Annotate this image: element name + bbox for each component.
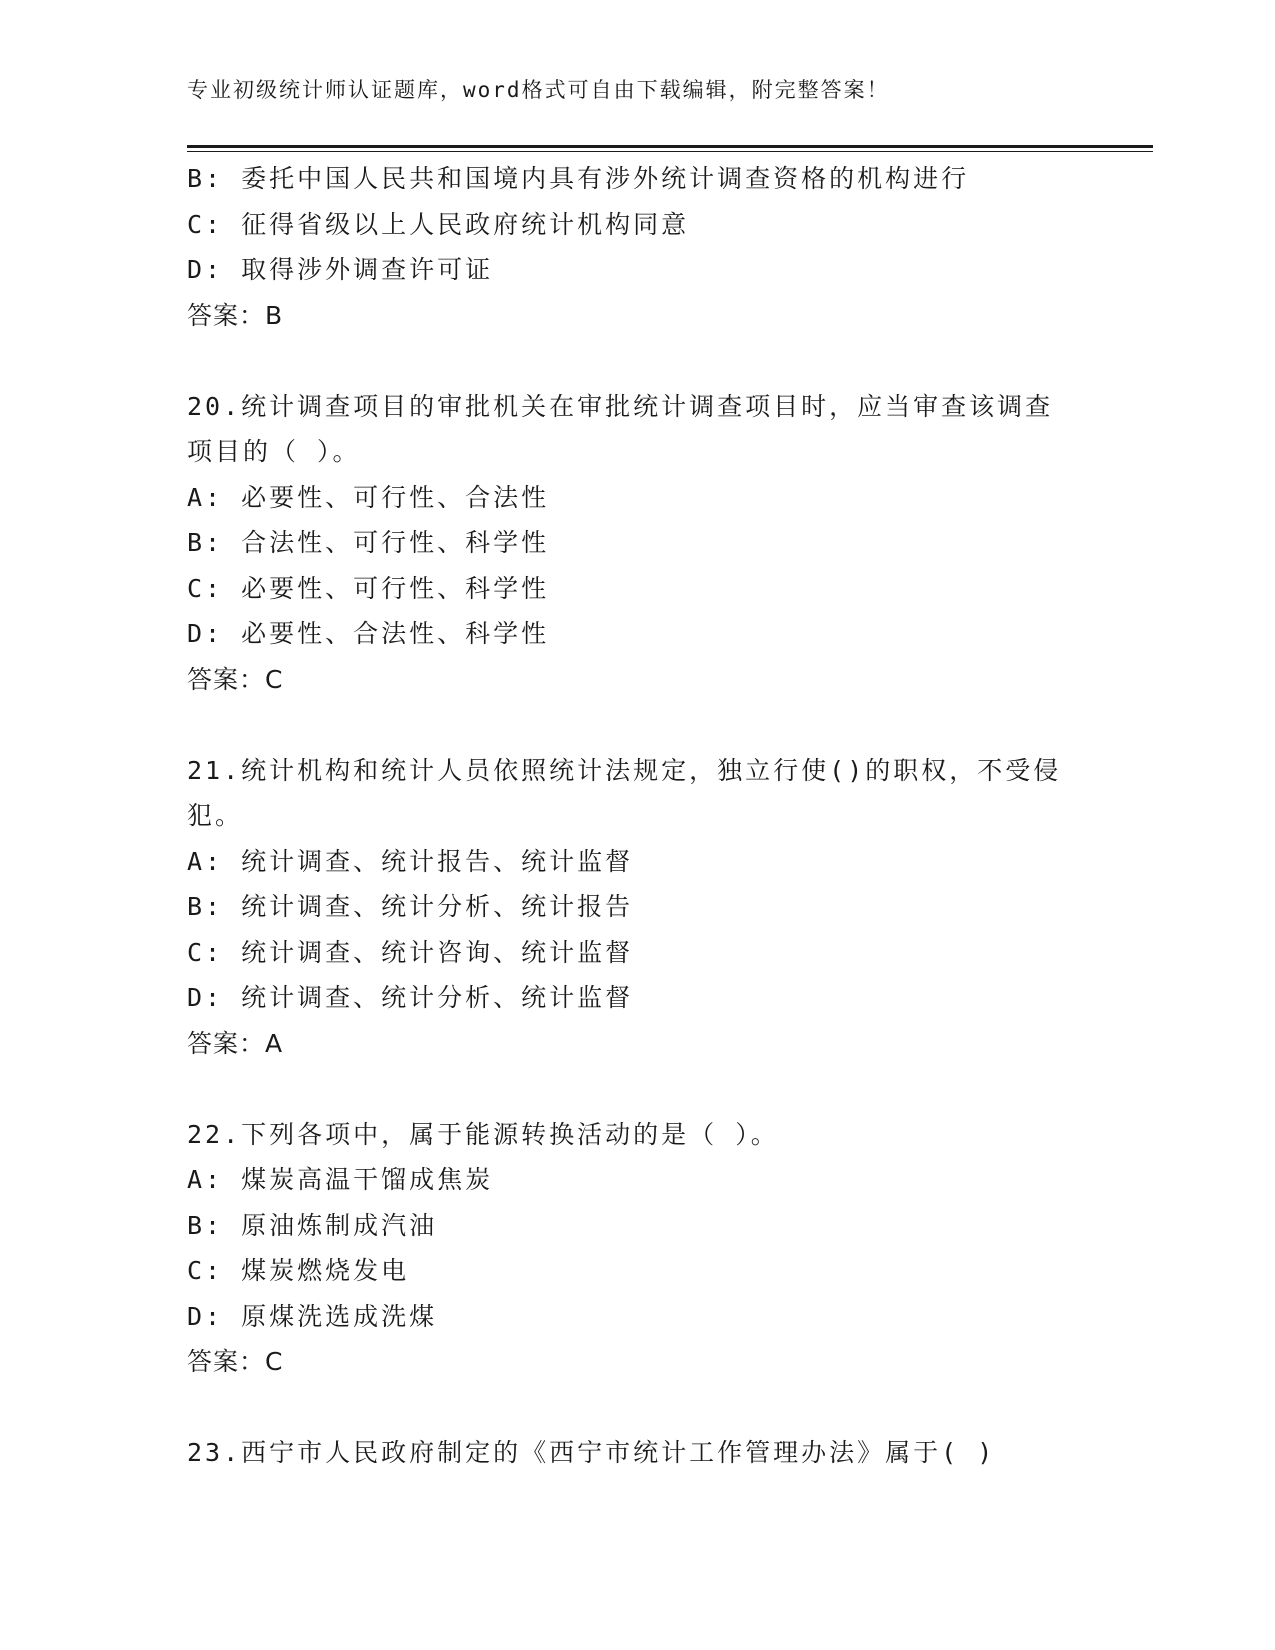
question-stem: 20.统计调查项目的审批机关在审批统计调查项目时，应当审查该调查: [187, 391, 1054, 421]
answer-text: 答案：C: [187, 664, 284, 694]
answer-text: 答案：B: [187, 300, 284, 330]
option-d: D: 取得涉外调查许可证: [187, 255, 494, 284]
spacer: [187, 1066, 1087, 1112]
option-c: C: 征得省级以上人民政府统计机构同意: [187, 209, 690, 239]
question-content: [187, 156, 1087, 1476]
header-text: 专业初级统计师认证题库，word格式可自由下载编辑，附完整答案！: [187, 78, 890, 102]
option-c: C: 必要性、可行性、科学性: [187, 573, 550, 603]
header-rule-thick: [187, 145, 1153, 148]
question-stem: 23.西宁市人民政府制定的《西宁市统计工作管理办法》属于( ): [187, 1438, 996, 1467]
prev-question-block: [187, 156, 1087, 338]
question-stem: 22.下列各项中，属于能源转换活动的是（ ）。: [187, 1119, 779, 1149]
option-a: A: 煤炭高温干馏成焦炭: [187, 1165, 494, 1194]
question-stem: 21.统计机构和统计人员依照统计法规定，独立行使()的职权，不受侵: [187, 755, 1062, 785]
answer-text: 答案：A: [187, 1028, 284, 1058]
spacer: [187, 338, 1087, 384]
option-b: B: 合法性、可行性、科学性: [187, 528, 550, 557]
option-c: C: 统计调查、统计咨询、统计监督: [187, 937, 634, 967]
question-stem: 项目的（ ）。: [187, 437, 361, 466]
question-21: [187, 748, 1087, 1067]
answer-text: 答案：C: [187, 1347, 284, 1376]
header-rule-thin: [187, 151, 1153, 152]
option-b: B: 原油炼制成汽油: [187, 1210, 438, 1240]
option-a: A: 统计调查、统计报告、统计监督: [187, 846, 634, 876]
question-20: [187, 384, 1087, 703]
option-b: B: 统计调查、统计分析、统计报告: [187, 892, 634, 921]
option-b: B: 委托中国人民共和国境内具有涉外统计调查资格的机构进行: [187, 164, 970, 193]
question-23: [187, 1430, 1087, 1476]
option-c: C: 煤炭燃烧发电: [187, 1256, 410, 1285]
option-d: D: 原煤洗选成洗煤: [187, 1301, 438, 1331]
option-a: A: 必要性、可行性、合法性: [187, 482, 550, 512]
question-22: [187, 1112, 1087, 1385]
spacer: [187, 702, 1087, 748]
option-d: D: 必要性、合法性、科学性: [187, 619, 550, 648]
option-d: D: 统计调查、统计分析、统计监督: [187, 983, 634, 1012]
question-stem: 犯。: [187, 801, 244, 830]
spacer: [187, 1385, 1087, 1431]
